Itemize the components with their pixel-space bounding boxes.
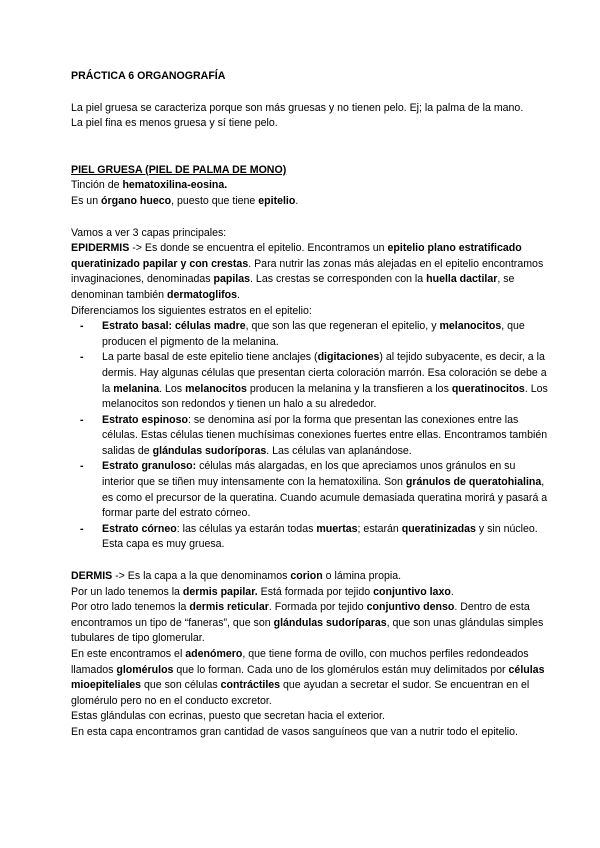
bold-term: melanocitos xyxy=(185,382,247,395)
bold-term: dermis reticular xyxy=(189,601,269,614)
bold-term: queratinizadas xyxy=(401,522,476,535)
dermis-paragraph-5: Estas glándulas con ecrinas, puesto que secretan hacia el exterior. xyxy=(71,710,385,723)
bold-term: melanina xyxy=(113,382,160,395)
list-item: - Estrato córneo: las células ya estarán todas muertas; estarán queratinizadas y sin núcleo. Esta capa es muy gruesa. xyxy=(80,522,550,553)
document-title: PRÁCTICA 6 ORGANOGRAFÍA xyxy=(71,70,226,82)
bold-term: glándulas sudoríparas xyxy=(273,616,387,629)
bold-term: glándulas sudoríporas xyxy=(152,444,267,457)
bold-term: digitaciones xyxy=(317,351,380,364)
bold-term: adenómero xyxy=(185,648,243,660)
dermis-paragraph-2: Por un lado tenemos la dermis papilar. Está formada por tejido conjuntivo laxo. xyxy=(71,585,454,598)
bold-term: epitelio xyxy=(258,194,296,207)
dermis-paragraph-1: DERMIS -> Es la capa a la que denominamos corion o lámina propia. xyxy=(71,570,402,583)
bold-term: células mioepiteliales xyxy=(71,663,545,692)
bold-term: contráctiles xyxy=(220,679,281,692)
stain-paragraph: Tinción de hematoxilina-eosina. xyxy=(71,179,228,192)
bold-term: órgano hueco xyxy=(101,194,172,207)
section-heading-thick-skin: PIEL GRUESA (PIEL DE PALMA DE MONO) xyxy=(71,163,287,176)
layers-intro: Vamos a ver 3 capas principales: xyxy=(71,226,227,239)
bold-term: epitelio plano estratificado queratinizado papilar y con crestas xyxy=(71,242,522,270)
strata-intro: Diferenciamos los siguientes estratos en el epitelio: xyxy=(71,304,312,317)
bold-term: Estrato basal: células madre xyxy=(102,320,246,333)
strata-list xyxy=(71,319,550,553)
bold-term: EPIDERMIS xyxy=(71,242,130,255)
bold-term: muertas xyxy=(316,522,358,535)
list-item: - Estrato espinoso: se denomina así por la forma que presentan las conexiones entre las células. Estas células tienen muchísimas conexiones fuertes entre ellas. Encontramos también salidas de glándulas sudoríporas. Las células van aplanándose. xyxy=(80,413,550,460)
dermis-paragraph-4: En este encontramos el adenómero, que tiene forma de ovillo, con muchos perfiles redondeados llamados glomérulos que lo forman. Cada uno de los glomérulos están muy delimitados por células mioepiteliales que son células contráctiles que ayudan a secretar el sudor. Se encuentran en el glomérulo pero no en el conducto excretor. xyxy=(71,648,545,707)
list-item: - Estrato granuloso: células más alargadas, en los que apreciamos unos gránulos en su interior que se tiñen muy intensamente con la hematoxilina. Son gránulos de queratohialina, es como el precursor de la queratina. Cuando acumule demasiada queratina morirá y pasará a formar parte del estrato córneo. xyxy=(80,459,550,521)
bold-term: corion xyxy=(290,570,323,583)
bold-term: Estrato espinoso xyxy=(102,413,188,426)
bold-term: gránulos de queratohialina xyxy=(405,476,542,489)
bold-term: conjuntivo laxo xyxy=(373,585,451,598)
bold-term: hematoxilina-eosina. xyxy=(122,179,228,192)
bold-term: dermis papilar. xyxy=(182,585,258,598)
bold-term: queratinocitos xyxy=(451,382,525,395)
list-item: - La parte basal de este epitelio tiene anclajes (digitaciones) al tejido subyacente, es decir, a la dermis. Hay algunas células que presentan cierta coloración marrón. Esa coloración se debe a la melanina. Los melanocitos producen la melanina y la transfieren a los queratinocitos. Los melanocitos son redondos y tienen un halo a su alrededor. xyxy=(80,350,550,412)
dermis-paragraph-6: En esta capa encontramos gran cantidad de vasos sanguíneos que van a nutrir todo el epitelio. xyxy=(71,725,518,738)
list-item: - Estrato basal: células madre, que son las que regeneran el epitelio, y melanocitos, que producen el pigmento de la melanina. xyxy=(80,319,550,350)
epidermis-paragraph: EPIDERMIS -> Es donde se encuentra el epitelio. Encontramos un epitelio plano estratificado queratinizado papilar y con crestas. Para nutrir las zonas más alejadas en el epitelio encontramos invaginaciones, denominadas papilas. Las crestas se corresponden con la huella dactilar, se denominan también dermatoglifos. xyxy=(71,242,544,301)
bold-term: dermatoglifos xyxy=(167,288,238,301)
bold-term: glomérulos xyxy=(116,663,174,676)
bold-term: huella dactilar xyxy=(426,273,498,286)
organ-paragraph: Es un órgano hueco, puesto que tiene epitelio. xyxy=(71,194,299,207)
dermis-paragraph-3: Por otro lado tenemos la dermis reticular. Formada por tejido conjuntivo denso. Dentro de esta encontramos un tipo de “faneras”, que son glándulas sudoríparas, que son unas glándulas simples tubulares de tipo glomerular. xyxy=(71,601,544,645)
bold-term: DERMIS xyxy=(71,570,113,583)
intro-paragraph-1: La piel gruesa se caracteriza porque son más gruesas y no tienen pelo. Ej; la palma de la mano. xyxy=(71,101,524,114)
bold-term: Estrato córneo xyxy=(102,522,177,535)
bold-term: papilas xyxy=(213,273,251,286)
bold-term: Estrato granuloso: xyxy=(102,460,197,473)
bold-term: conjuntivo denso xyxy=(366,601,455,614)
intro-paragraph-2: La piel fina es menos gruesa y sí tiene pelo. xyxy=(71,117,278,130)
bold-term: melanocitos xyxy=(439,320,502,333)
